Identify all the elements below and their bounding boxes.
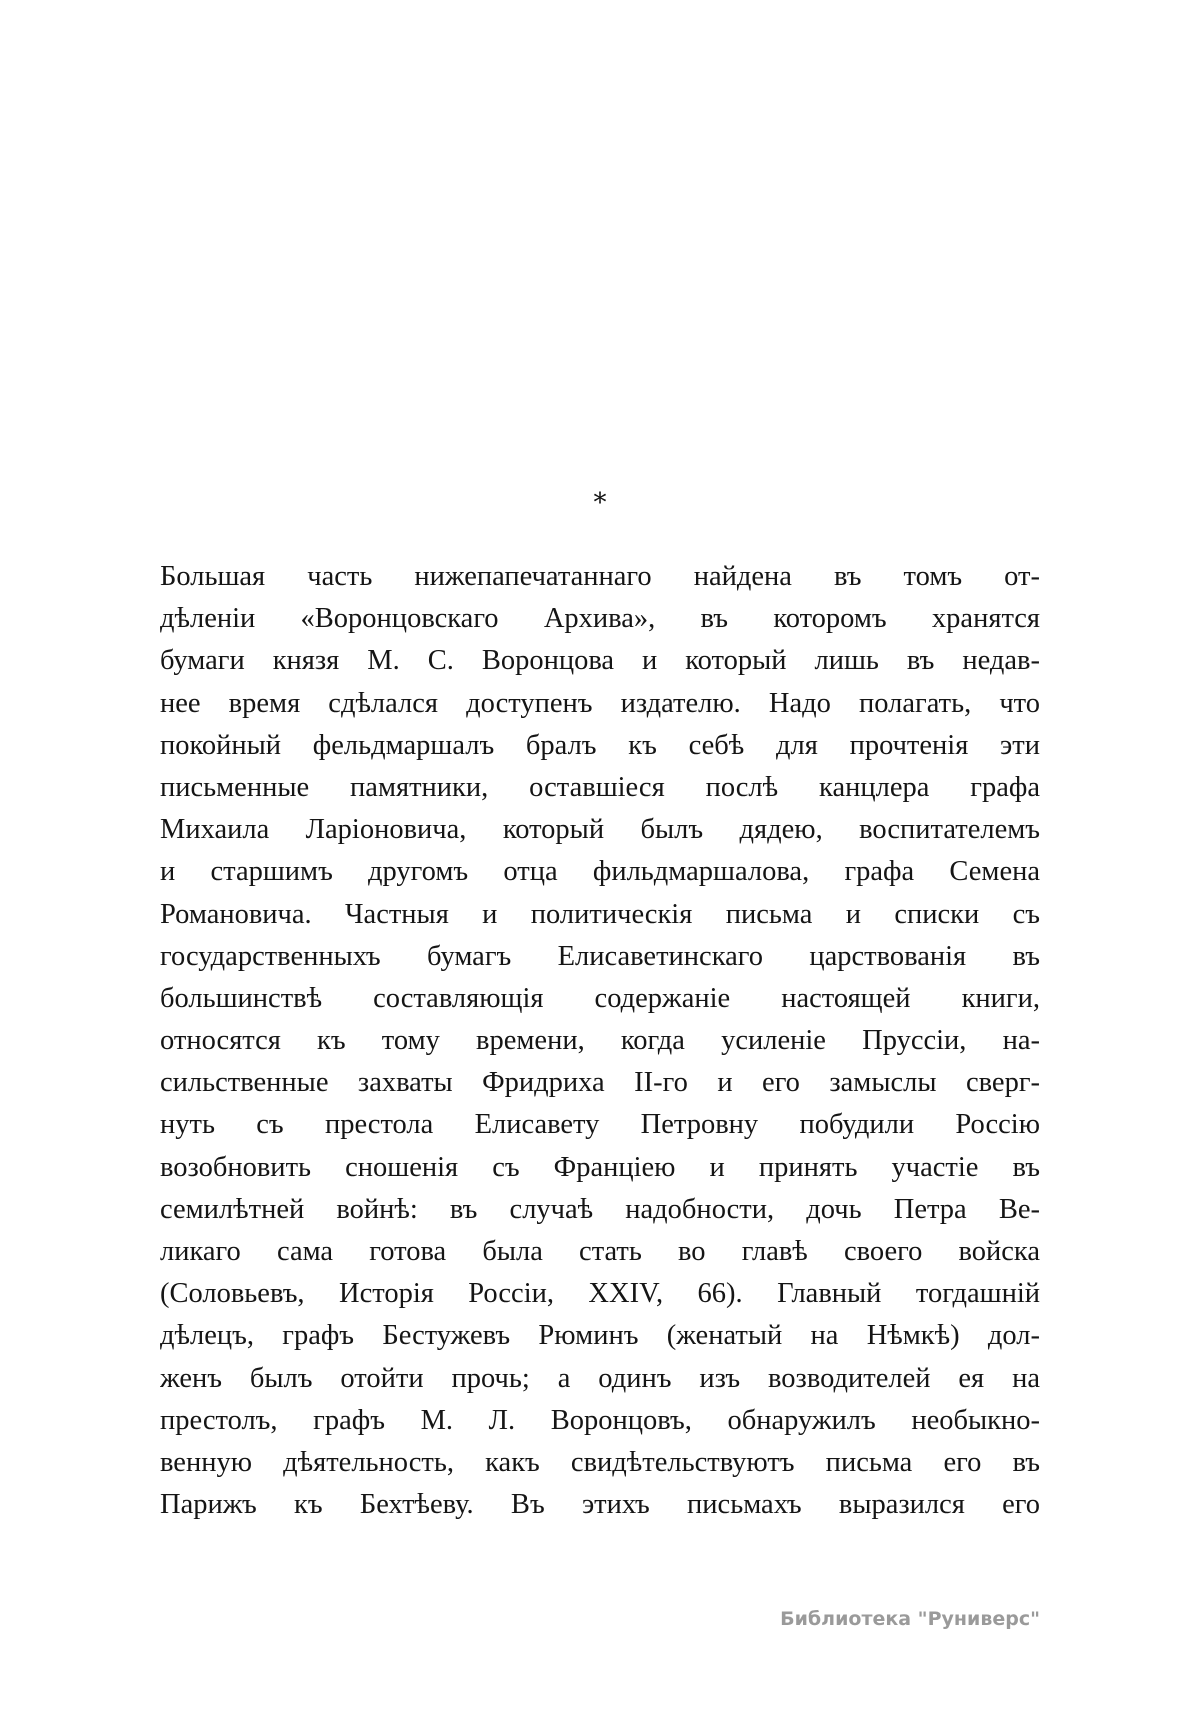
text-line: покойный фельдмаршалъ бралъ къ себѣ для прочтенія эти — [160, 729, 1040, 761]
text-line: венную дѣятельность, какъ свидѣтельствуютъ письма его въ — [160, 1446, 1040, 1478]
text-line: большинствѣ составляющія содержаніе настоящей книги, — [160, 982, 1040, 1014]
text-line: (Соловьевъ, Исторія Россіи, XXIV, 66). Главный тогдашній — [160, 1278, 1040, 1310]
text-line: и старшимъ другомъ отца фильдмаршалова, графа Семена — [160, 856, 1040, 888]
text-line: государственныхъ бумагъ Елисаветинскаго царствованія въ — [160, 940, 1040, 972]
text-line: возобновить сношенія съ Франціею и принять участіе въ — [160, 1151, 1040, 1183]
text-line: ликаго сама готова была стать во главѣ своего войска — [160, 1236, 1040, 1267]
text-line: Парижъ къ Бехтѣеву. Въ этихъ письмахъ выразился его — [160, 1489, 1040, 1521]
text-line: дѣлецъ, графъ Бестужевъ Рюминъ (женатый на Нѣмкѣ) дол- — [160, 1320, 1040, 1352]
text-line: женъ былъ отойти прочь; а одинъ изъ возводителей ея на — [160, 1362, 1040, 1394]
text-line: дѣленіи «Воронцовскаго Архива», въ которомъ хранятся — [160, 603, 1040, 635]
text-line: относятся къ тому времени, когда усиленіе Пруссіи, на- — [160, 1025, 1040, 1057]
section-ornament: * — [593, 488, 607, 518]
text-line: семилѣтней войнѣ: въ случаѣ надобности, дочь Петра Ве- — [160, 1193, 1040, 1225]
text-line: Романовича. Частныя и политическія письма и списки съ — [160, 898, 1040, 930]
text-line: Большая часть нижепапечатаннаго найдена въ томъ от- — [160, 561, 1040, 592]
text-line: сильственные захваты Фридриха II-го и его замыслы сверг- — [160, 1067, 1040, 1099]
text-line: бумаги князя М. С. Воронцова и который лишь въ недав- — [160, 645, 1040, 677]
text-line: нее время сдѣлался доступенъ издателю. Надо полагать, что — [160, 687, 1040, 719]
text-line: письменные памятники, оставшіеся послѣ канцлера графа — [160, 771, 1040, 803]
body-paragraph — [160, 556, 1040, 1526]
text-line: престолъ, графъ М. Л. Воронцовъ, обнаружилъ необыкно- — [160, 1404, 1040, 1436]
library-watermark: Библиотека "Руниверс" — [780, 1608, 1040, 1630]
text-line: нуть съ престола Елисавету Петровну побудили Россію — [160, 1109, 1040, 1141]
text-line: Михаила Ларіоновича, который былъ дядею, воспитателемъ — [160, 814, 1040, 846]
